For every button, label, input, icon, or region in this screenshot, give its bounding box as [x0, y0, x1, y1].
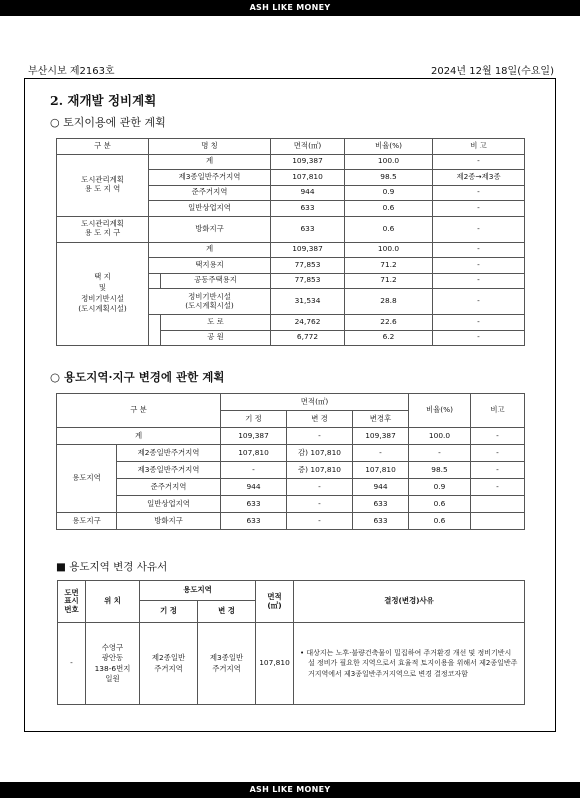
cell: -	[433, 315, 525, 331]
land-use-table	[56, 138, 525, 346]
col-header: 명 칭	[149, 139, 271, 155]
table-row	[57, 242, 525, 258]
cell: 일반상업지역	[149, 201, 271, 217]
cell: 109,387	[271, 242, 345, 258]
zoning-change-table	[56, 393, 525, 530]
col-header: 구 분	[57, 139, 149, 155]
col-header: 비율(%)	[345, 139, 433, 155]
cell: 71.2	[345, 258, 433, 274]
cell: 107,810	[221, 445, 287, 462]
col-header: 기 정	[221, 411, 287, 428]
col-header: 결정(변경)사유	[294, 581, 525, 623]
table-row	[57, 445, 525, 462]
col-header: 비고	[471, 394, 525, 428]
cell: 제2종일반주거지역	[117, 445, 221, 462]
cell: -	[287, 428, 353, 445]
cell: -	[287, 496, 353, 513]
land-use-title: ○ 토지이용에 관한 계획	[50, 116, 166, 129]
cell: 107,810	[353, 462, 409, 479]
cell: 31,534	[271, 289, 345, 315]
cell: 제2종→제3종	[433, 170, 525, 186]
cell: -	[471, 462, 525, 479]
group-label: 도시관리계획 용 도 지 구	[57, 216, 149, 242]
section-heading: 2. 재개발 정비계획	[50, 93, 157, 108]
cell: 증) 107,810	[287, 462, 353, 479]
cell: 계	[149, 242, 271, 258]
cell: -	[433, 185, 525, 201]
group-label: 용도지역	[57, 445, 117, 513]
col-header: 면적 (㎡)	[256, 581, 294, 623]
table-row	[57, 496, 525, 513]
cell: 0.6	[409, 496, 471, 513]
group-label: 용도지구	[57, 513, 117, 530]
table-header-row	[57, 139, 525, 155]
cell: -	[409, 445, 471, 462]
cell: 107,810	[256, 623, 294, 705]
table-row	[57, 216, 525, 242]
cell: 방화지구	[117, 513, 221, 530]
col-header: 용도지역	[140, 581, 256, 601]
cell: 제3종일반 주거지역	[198, 623, 256, 705]
cell: -	[433, 289, 525, 315]
cell: 98.5	[345, 170, 433, 186]
table-row	[58, 623, 525, 705]
col-header: 구 분	[57, 394, 221, 428]
cell: -	[353, 445, 409, 462]
cell: 24,762	[271, 315, 345, 331]
table-header-row	[58, 581, 525, 601]
cell: 633	[353, 496, 409, 513]
cell: 감) 107,810	[287, 445, 353, 462]
cell: -	[471, 445, 525, 462]
top-banner: ASH LIKE MONEY	[0, 0, 580, 16]
group-label: 택 지 및 정비기반시설 (도시계획시설)	[57, 242, 149, 346]
cell: -	[433, 273, 525, 289]
table-row	[57, 513, 525, 530]
indent-cell	[149, 273, 161, 289]
cell: 준주거지역	[117, 479, 221, 496]
cell: -	[433, 216, 525, 242]
col-header: 면적(㎡)	[271, 139, 345, 155]
cell: 107,810	[271, 170, 345, 186]
cell	[471, 513, 525, 530]
cell: 22.6	[345, 315, 433, 331]
cell: 944	[221, 479, 287, 496]
cell: 제2종일반 주거지역	[140, 623, 198, 705]
cell: -	[471, 428, 525, 445]
zoning-reason-table	[57, 580, 525, 705]
bottom-banner: ASH LIKE MONEY	[0, 782, 580, 798]
cell: -	[433, 201, 525, 217]
zoning-reason-title: ■ 용도지역 변경 사유서	[56, 561, 168, 573]
cell: 6,772	[271, 330, 345, 346]
gazette-date: 2024년 12월 18일(수요일)	[430, 66, 554, 77]
cell: 0.9	[345, 185, 433, 201]
gazette-title: 부산시보 제2163호	[28, 66, 115, 77]
cell: 공 원	[161, 330, 271, 346]
group-label: 도시관리계획 용 도 지 역	[57, 154, 149, 216]
cell: 77,853	[271, 258, 345, 274]
cell: 944	[271, 185, 345, 201]
cell: 77,853	[271, 273, 345, 289]
cell: -	[433, 154, 525, 170]
col-header: 기 정	[140, 601, 198, 623]
cell: -	[221, 462, 287, 479]
cell: 준주거지역	[149, 185, 271, 201]
table-row	[57, 428, 525, 445]
cell: 98.5	[409, 462, 471, 479]
cell: -	[433, 242, 525, 258]
cell: 633	[271, 216, 345, 242]
cell: 0.6	[345, 216, 433, 242]
cell: 633	[353, 513, 409, 530]
cell: 방화지구	[149, 216, 271, 242]
cell: 택지용지	[149, 258, 271, 274]
table-row	[57, 154, 525, 170]
cell: 수영구 광안동 138-6번지 일원	[86, 623, 140, 705]
cell	[471, 496, 525, 513]
cell: 일반상업지역	[117, 496, 221, 513]
cell: 계	[149, 154, 271, 170]
cell: 0.9	[409, 479, 471, 496]
cell: 633	[271, 201, 345, 217]
cell: 제3종일반주거지역	[117, 462, 221, 479]
col-header: 변 경	[198, 601, 256, 623]
col-header: 도면 표시 번호	[58, 581, 86, 623]
cell: -	[287, 479, 353, 496]
cell: 공동주택용지	[161, 273, 271, 289]
col-header: 비 고	[433, 139, 525, 155]
cell: 100.0	[345, 154, 433, 170]
col-header: 변경후	[353, 411, 409, 428]
cell: 계	[57, 428, 221, 445]
reason-text: • 대상지는 노후·불량건축물이 밀집하여 주거환경 개선 및 정비기반시설 정비가 필요한 지역으로서 효율적 토지이용을 위해서 제2종일반주거지역에서 제3종일반주거지역으로 변경 결정코자함	[294, 623, 525, 705]
cell: 71.2	[345, 273, 433, 289]
cell: 633	[221, 513, 287, 530]
table-row	[57, 462, 525, 479]
cell: 6.2	[345, 330, 433, 346]
col-header: 비율(%)	[409, 394, 471, 428]
col-header: 변 경	[287, 411, 353, 428]
cell: 109,387	[271, 154, 345, 170]
cell: 633	[221, 496, 287, 513]
cell: -	[471, 479, 525, 496]
table-header-row	[57, 394, 525, 411]
cell: 100.0	[409, 428, 471, 445]
cell: -	[433, 330, 525, 346]
cell: -	[433, 258, 525, 274]
col-header: 면적(㎡)	[221, 394, 409, 411]
indent-cell	[149, 315, 161, 346]
col-header: 위 치	[86, 581, 140, 623]
cell: 100.0	[345, 242, 433, 258]
cell: 109,387	[353, 428, 409, 445]
cell: -	[287, 513, 353, 530]
cell: 28.8	[345, 289, 433, 315]
table-row	[57, 479, 525, 496]
cell: 109,387	[221, 428, 287, 445]
cell: 제3종일반주거지역	[149, 170, 271, 186]
cell: 0.6	[345, 201, 433, 217]
cell: 0.6	[409, 513, 471, 530]
cell: 944	[353, 479, 409, 496]
cell: -	[58, 623, 86, 705]
zoning-change-title: ○ 용도지역·지구 변경에 관한 계획	[50, 370, 225, 384]
cell: 도 로	[161, 315, 271, 331]
cell: 정비기반시설 (도시계획시설)	[149, 289, 271, 315]
